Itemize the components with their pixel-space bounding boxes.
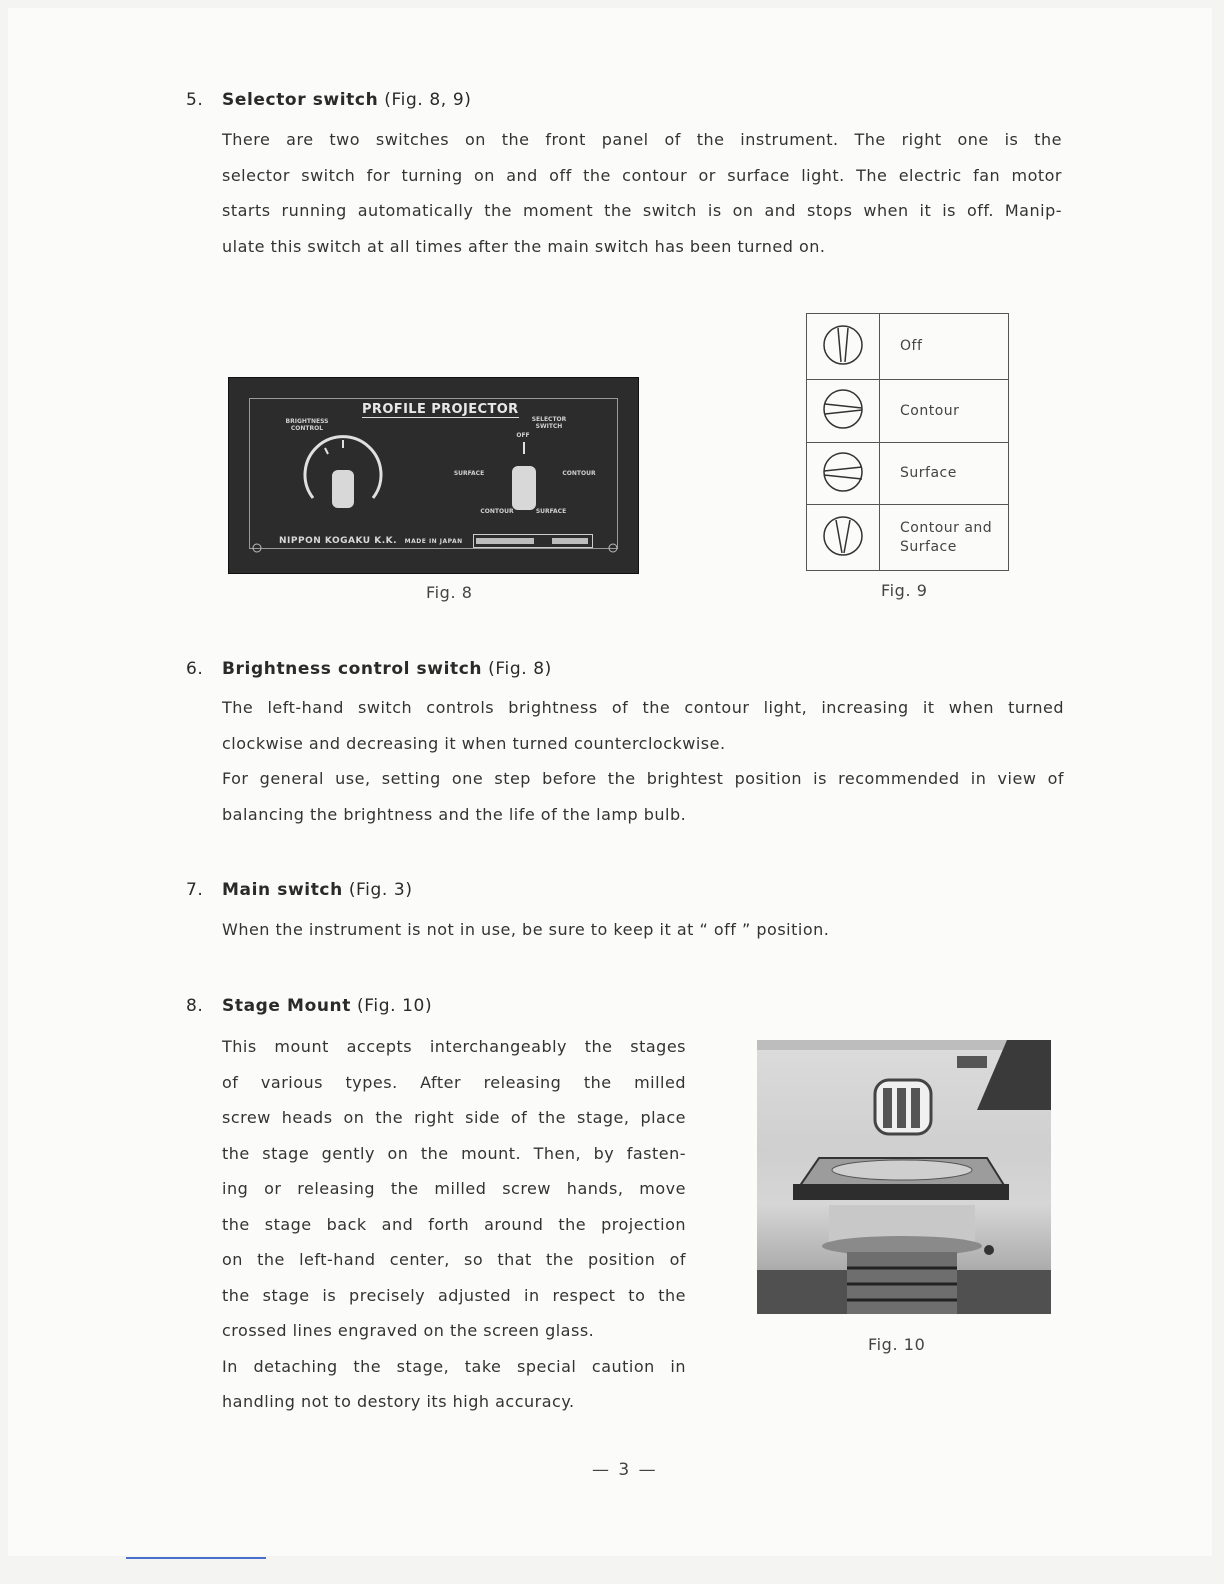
text-line: the stage back and forth around the projection [222,1214,686,1234]
table-row [807,443,1009,505]
plate-segment [476,538,534,544]
text-line: the stage gently on the mount. Then, by fasten- [222,1143,686,1163]
icon-cell [807,505,880,571]
maker-name: NIPPON KOGAKU K.K. [279,536,398,546]
knob-tilted-left-icon [821,514,865,558]
text-line: crossed lines engraved on the screen glass. [222,1321,595,1340]
section-ref: (Fig. 3) [348,880,413,900]
table-row [807,505,1009,571]
table-label: Surface [880,443,1009,505]
plate-segment [552,538,588,544]
surface-label-lower: SURFACE [535,508,567,515]
section-title: Stage Mount [222,996,351,1016]
table-row [807,314,1009,380]
fig8-panel-photo [228,377,639,574]
contour-label-lower: CONTOUR [480,508,514,515]
surface-label: SURFACE [453,470,485,477]
text-line: handling not to destory its high accuracy. [222,1392,575,1411]
table-row [807,380,1009,443]
section-5-body [222,122,1062,264]
off-label: OFF [516,432,530,439]
icon-cell [807,314,880,380]
fig9-caption: Fig. 9 [881,581,928,600]
text-line: of various types. After releasing the milled [222,1072,686,1092]
knob-horizontal-icon [821,450,865,494]
text-line: This mount accepts interchangeably the stages [222,1037,686,1056]
section-ref: (Fig. 10) [357,996,433,1016]
section-5-heading [186,90,471,110]
fig9-switch-positions-table [806,313,1009,571]
text-line: ulate this switch at all times after the main switch has been turned on. [222,236,826,256]
section-number: 7. [186,880,204,900]
section-title: Selector switch [222,90,379,110]
section-8-body [222,1029,686,1420]
contour-label: CONTOUR [562,470,596,477]
rating-plate [473,534,593,548]
fig10-stage-mount-photo [757,1040,1051,1314]
text-line: selector switch for turning on and off the contour or surface light. The electric fan motor [222,165,1062,185]
text-line: In detaching the stage, take special caution in [222,1356,686,1376]
label-line-1: Contour and [900,519,993,536]
section-number: 8. [186,996,204,1016]
selector-switch-label: SELECTOR SWITCH [531,416,567,430]
section-number: 5. [186,90,204,110]
text-line: For general use, setting one step before the brightest position is recommended in view of [222,769,1064,788]
section-6-heading [186,659,552,679]
fig8-caption: Fig. 8 [426,583,473,602]
scan-edge-line [126,1557,266,1559]
knob-tilted-right-icon [821,387,865,431]
text-line: There are two switches on the front panel of the instrument. The right one is the [222,130,1062,149]
section-ref: (Fig. 8) [488,659,552,679]
text-line: screw heads on the right side of the stage, place [222,1108,686,1127]
section-6-body [222,690,1064,832]
brightness-control-label: BRIGHTNESS CONTROL [285,418,329,432]
fig10-caption: Fig. 10 [868,1335,926,1354]
panel-title: PROFILE PROJECTOR [362,402,519,417]
icon-cell [807,443,880,505]
maker-label [279,536,463,546]
text-line: on the left-hand center, so that the position of [222,1250,686,1269]
text-line: When the instrument is not in use, be sure to keep it at “ off ” position. [222,920,830,939]
section-ref: (Fig. 8, 9) [384,90,472,110]
table-label: Off [880,314,1009,380]
text-line: balancing the brightness and the life of the lamp bulb. [222,804,687,824]
section-number: 6. [186,659,204,679]
stage-mount-drawing [757,1040,1051,1314]
section-title: Main switch [222,880,343,900]
section-8-heading [186,996,432,1016]
text-line: The left-hand switch controls brightness of the contour light, increasing it when turned [222,698,1064,717]
section-7-body [222,912,829,948]
table-label: Contour [880,380,1009,443]
text-line: clockwise and decreasing it when turned counterclockwise. [222,733,726,753]
text-line: the stage is precisely adjusted in respect to the [222,1285,686,1305]
section-7-heading [186,880,413,900]
text-line: ing or releasing the milled screw hands, move [222,1179,686,1198]
label-line-2: Surface [900,538,957,555]
section-title: Brightness control switch [222,659,483,679]
page-number: — 3 — [592,1460,658,1480]
text-line: starts running automatically the moment the switch is on and stops when it is off. Manip- [222,201,1062,220]
table-label [880,505,1009,571]
knob-vertical-icon [821,323,865,367]
made-in-label: MADE IN JAPAN [404,538,463,545]
icon-cell [807,380,880,443]
